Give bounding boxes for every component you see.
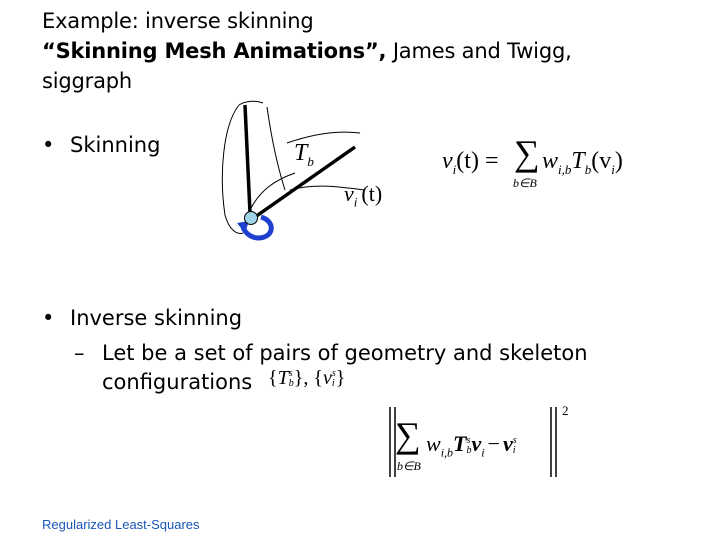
bullet-symbol: • [42,133,55,157]
objective-sum-symbol: ∑ [395,415,421,455]
bullet-symbol: • [42,306,55,330]
pairs-notation: {Ts b}, {vs i} [268,367,346,390]
sub-bullet-symbol: – [74,341,85,365]
figure-label-v: $v_i$ (t) [344,181,383,210]
slide-title [42,6,682,96]
bone-vertical [245,105,250,213]
title-line-3: siggraph [42,69,132,93]
paper-title: “Skinning Mesh Animations”, [42,39,387,63]
bullet-inverse-skinning [42,303,242,333]
skinning-equation-rhs: $w_{i,b}T_b(v_i)$ [542,148,623,177]
title-line-1: Example: inverse skinning [42,9,314,33]
joint-icon [245,212,258,225]
mesh-outline-left [222,105,243,233]
paper-authors: James and Twigg, [386,39,572,63]
mesh-outline-inner [267,107,285,190]
bullet-text: Inverse skinning [70,306,243,330]
objective-exponent: 2 [562,403,569,418]
bullet-skinning [42,130,160,160]
objective-body: $w_{i,b}Ts$ $bv_i$ − vs i [426,431,517,460]
figure-label-T: $T_b$ [294,140,314,169]
objective-sum-index: b∈B [397,459,421,473]
footer-text: Regularized Least-Squares [42,517,200,532]
skinning-sum-index: b∈B [513,176,537,190]
skinning-sum-symbol: ∑ [514,133,540,173]
mesh-outline-top [239,101,263,105]
skinning-equation: $v_i(t)$ = [442,148,499,177]
skinning-figure [215,95,395,245]
bullet-text: Skinning [70,133,161,157]
title-line-2 [42,36,682,66]
sub-bullet-text: Let be a set of pairs of geometry and skeleton [102,341,588,365]
sub-bullet-line-2: configurations [102,370,253,394]
